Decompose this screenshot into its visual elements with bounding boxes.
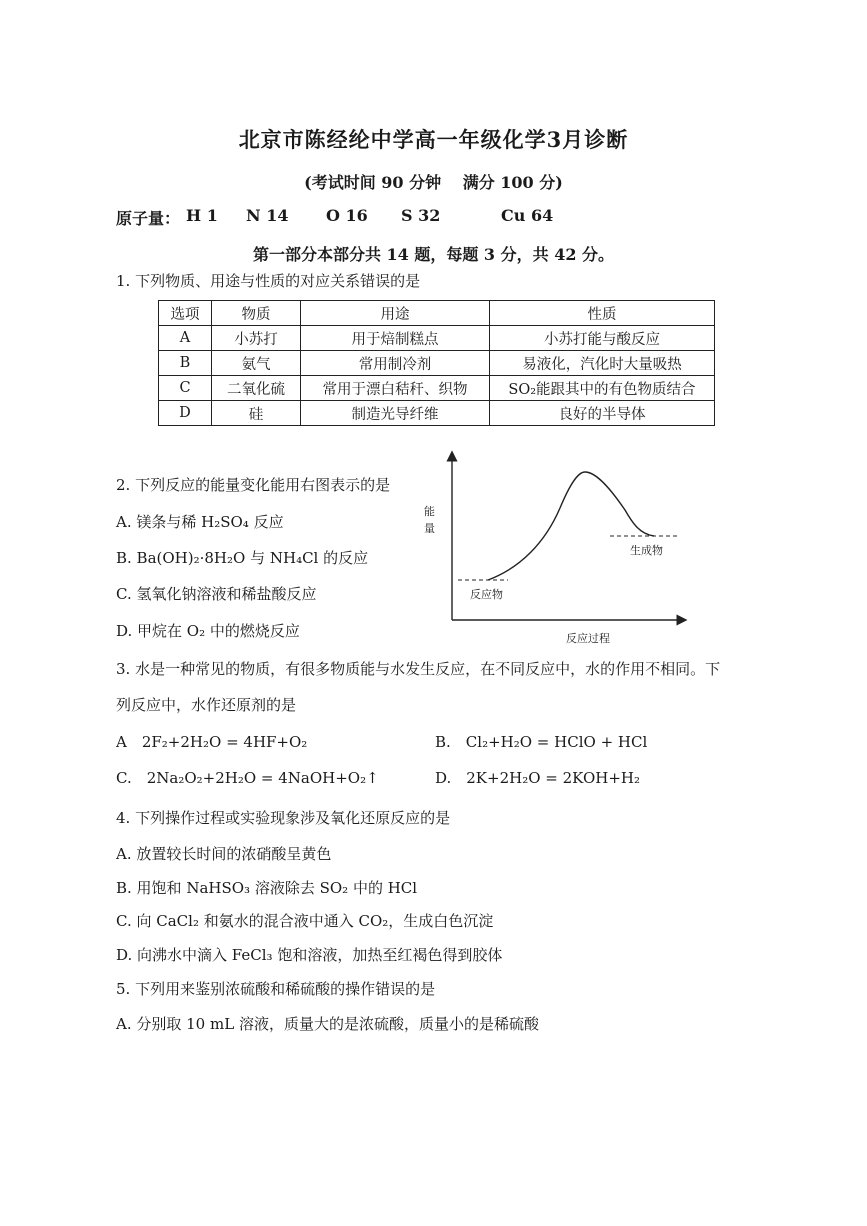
table-cell: 小苏打能与酸反应: [490, 326, 715, 351]
atomic-mass-cu: Cu 64: [501, 206, 554, 225]
table-header-cell: 性质: [490, 301, 715, 326]
table-cell: D: [159, 401, 212, 426]
q3-option-b: B. Cl₂+H₂O = HClO + HCl: [435, 733, 648, 751]
table-header-row: [159, 301, 715, 326]
y-axis-label-bottom: 量: [424, 522, 435, 535]
atomic-masses-label: 原子量：: [116, 209, 181, 228]
table-cell: 制造光导纤维: [301, 401, 490, 426]
table-cell: 二氧化硫: [212, 376, 301, 401]
atomic-masses: [116, 206, 553, 229]
product-label: 生成物: [630, 544, 663, 557]
q4-option-a: A. 放置较长时间的浓硝酸呈黄色: [116, 845, 332, 863]
table-cell: 硅: [212, 401, 301, 426]
atomic-mass-n: N 14: [246, 206, 289, 225]
q2-option-c: C. 氢氧化钠溶液和稀盐酸反应: [116, 585, 317, 603]
table-cell: SO₂能跟其中的有色物质结合: [490, 376, 715, 401]
reactant-label: 反应物: [470, 588, 503, 601]
table-cell: 常用于漂白秸秆、织物: [301, 376, 490, 401]
q3-option-d: D. 2K+2H₂O = 2KOH+H₂: [435, 769, 641, 787]
section-header: 第一部分本部分共 14 题，每题 3 分，共 42 分。: [252, 245, 615, 264]
table-row: [159, 376, 715, 401]
table-cell: 小苏打: [212, 326, 301, 351]
q2-stem: 2. 下列反应的能量变化能用右图表示的是: [116, 476, 391, 494]
exam-info: [0, 170, 867, 193]
table-cell: 易液化，汽化时大量吸热: [490, 351, 715, 376]
page-title: 北京市陈经纶中学高一年级化学3月诊断: [238, 127, 629, 152]
q3-stem-line2: 列反应中，水作还原剂的是: [116, 696, 297, 714]
table-row: [159, 351, 715, 376]
table-cell: A: [159, 326, 212, 351]
q4-stem: 4. 下列操作过程或实验现象涉及氧化还原反应的是: [116, 809, 451, 827]
x-axis-label: 反应过程: [566, 632, 610, 645]
y-axis-label-top: 能: [424, 505, 435, 518]
q4-option-d: D. 向沸水中滴入 FeCl₃ 饱和溶液，加热至红褐色得到胶体: [116, 946, 503, 964]
q1-table: [158, 300, 715, 426]
energy-diagram-svg: [420, 448, 690, 648]
table-row: [159, 401, 715, 426]
table-cell: 常用制冷剂: [301, 351, 490, 376]
table-header-cell: 用途: [301, 301, 490, 326]
table-header-cell: 物质: [212, 301, 301, 326]
exam-time: (考试时间 90 分钟: [304, 173, 442, 192]
table-header-cell: 选项: [159, 301, 212, 326]
table-row: [159, 326, 715, 351]
atomic-mass-h: H 1: [186, 206, 218, 225]
energy-diagram: [420, 448, 690, 648]
atomic-mass-s: S 32: [401, 206, 441, 225]
q3-option-a: A 2F₂+2H₂O = 4HF+O₂: [116, 733, 308, 751]
table-cell: 良好的半导体: [490, 401, 715, 426]
energy-curve: [488, 472, 654, 580]
table-cell: 用于焙制糕点: [301, 326, 490, 351]
q4-option-c: C. 向 CaCl₂ 和氨水的混合液中通入 CO₂，生成白色沉淀: [116, 912, 494, 930]
q5-option-a: A. 分别取 10 mL 溶液，质量大的是浓硫酸，质量小的是稀硫酸: [116, 1015, 539, 1033]
q2-option-b: B. Ba(OH)₂·8H₂O 与 NH₄Cl 的反应: [116, 549, 369, 567]
q2-option-a: A. 镁条与稀 H₂SO₄ 反应: [116, 513, 284, 531]
q1-stem: 1. 下列物质、用途与性质的对应关系错误的是: [116, 272, 421, 290]
table-cell: 氨气: [212, 351, 301, 376]
q3-option-c: C. 2Na₂O₂+2H₂O = 4NaOH+O₂↑: [116, 769, 379, 787]
q3-stem-line1: 3. 水是一种常见的物质，有很多物质能与水发生反应，在不同反应中，水的作用不相同。下: [116, 660, 721, 678]
q5-stem: 5. 下列用来鉴别浓硫酸和稀硫酸的操作错误的是: [116, 980, 436, 998]
table-cell: B: [159, 351, 212, 376]
q4-option-b: B. 用饱和 NaHSO₃ 溶液除去 SO₂ 中的 HCl: [116, 879, 418, 897]
exam-score: 满分 100 分): [462, 173, 563, 192]
q2-option-d: D. 甲烷在 O₂ 中的燃烧反应: [116, 622, 300, 640]
atomic-mass-o: O 16: [326, 206, 368, 225]
table-cell: C: [159, 376, 212, 401]
